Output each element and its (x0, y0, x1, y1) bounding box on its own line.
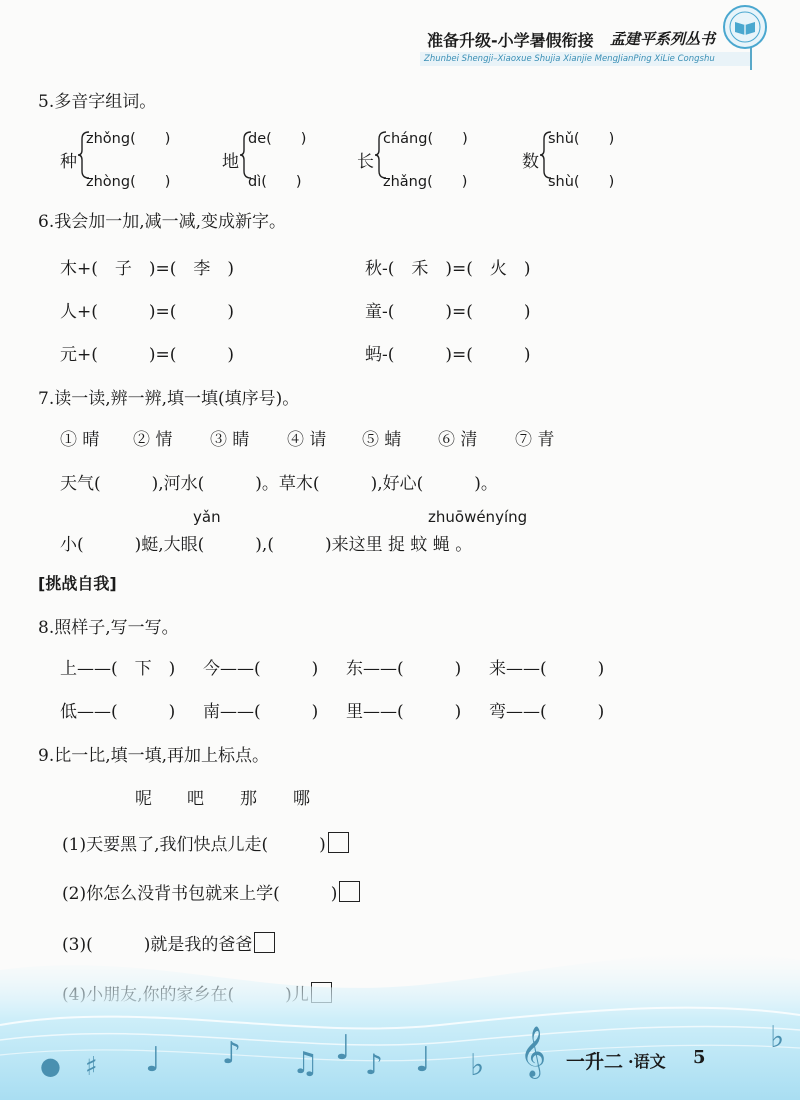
q9-title: 9.比一比,填一填,再加上标点。 (38, 746, 270, 766)
q8-row2-item4: 弯——( ) (489, 702, 605, 722)
q7-line-2: 小( )蜓,大眼( ),( )来这里 捉 蚊 蝇 。 (60, 535, 473, 555)
q6-row1-right: 秋-( 禾 )=( 火 ) (365, 259, 531, 279)
punctuation-box[interactable] (328, 832, 349, 853)
q7-option-1: ① 晴 (60, 430, 100, 450)
q5-char-2: 地 (222, 152, 239, 172)
q5-char-4: 数 (522, 152, 539, 172)
music-note-icon: ● (40, 1052, 61, 1080)
q7-option-7: ⑦ 青 (515, 430, 555, 450)
q5-pinyin-3b: zhǎng( ) (383, 174, 468, 190)
q9-word-3: 那 (240, 789, 257, 809)
q9-item-1-text: (1)天要黑了,我们快点儿走( ) (62, 835, 326, 855)
q6-row2-left: 人+( )=( ) (60, 302, 235, 322)
q6-row3-left: 元+( )=( ) (60, 345, 235, 365)
q5-pinyin-3a: cháng( ) (383, 131, 468, 147)
q5-pinyin-1a: zhǒng( ) (86, 131, 171, 147)
music-note-icon: ♪ (365, 1048, 383, 1081)
page-number: 5 (693, 1047, 706, 1068)
q5-pinyin-2a: de( ) (248, 131, 307, 147)
music-note-icon: ♫ (292, 1046, 319, 1081)
q7-pinyin-zhuowenying: zhuōwényíng (428, 508, 528, 526)
q9-word-1: 呢 (135, 789, 152, 809)
publisher-name: 孟建平系列丛书 (610, 30, 716, 48)
q7-option-3: ③ 睛 (210, 430, 250, 450)
q5-pinyin-4b: shù( ) (548, 174, 615, 190)
music-note-icon: ♪ (222, 1036, 242, 1071)
q8-row1-item3: 东——( ) (346, 659, 462, 679)
series-title: 准备升级-小学暑假衔接 (427, 31, 594, 50)
q5-char-3: 长 (357, 152, 374, 172)
footer-subject: ·语文 (628, 1052, 666, 1071)
footer-wave-decoration (0, 930, 800, 1100)
sharp-icon: ♯ (85, 1052, 98, 1082)
q8-row1-item1: 上——( 下 ) (60, 659, 176, 679)
flat-icon: ♭ (770, 1020, 785, 1055)
q5-pinyin-1b: zhòng( ) (86, 174, 171, 190)
music-note-icon: ♩ (415, 1040, 432, 1080)
q7-option-6: ⑥ 清 (438, 430, 478, 450)
q7-option-5: ⑤ 蜻 (362, 430, 402, 450)
q7-option-4: ④ 请 (287, 430, 327, 450)
q9-item-2-text: (2)你怎么没背书包就来上学( ) (62, 884, 338, 904)
q9-item-2 (62, 879, 360, 904)
punctuation-box[interactable] (339, 881, 360, 902)
q9-item-3-text: (3)( )就是我的爸爸 (62, 935, 253, 955)
q5-char-1: 种 (60, 152, 77, 172)
q8-row2-item2: 南——( ) (203, 702, 319, 722)
q8-row2-item1: 低——( ) (60, 702, 176, 722)
book-logo-icon (722, 4, 768, 54)
q6-row1-left: 木+( 子 )=( 李 ) (60, 259, 235, 279)
q7-line-1: 天气( ),河水( )。草木( ),好心( )。 (60, 474, 498, 494)
q7-title: 7.读一读,辨一辨,填一填(填序号)。 (38, 389, 300, 409)
section-heading: [挑战自我] (38, 574, 117, 593)
q8-row1-item2: 今——( ) (203, 659, 319, 679)
music-note-icon: ♩ (335, 1028, 352, 1068)
q5-pinyin-2b: dì( ) (248, 174, 302, 190)
q5-title: 5.多音字组词。 (38, 92, 157, 112)
treble-clef-icon: 𝄞 (520, 1026, 547, 1077)
q9-word-4: 哪 (293, 789, 310, 809)
q8-title: 8.照样子,写一写。 (38, 618, 179, 638)
q6-row3-right: 蚂-( )=( ) (365, 345, 531, 365)
q5-pinyin-4a: shǔ( ) (548, 131, 615, 147)
q9-item-1 (62, 830, 349, 855)
footer-grade-label: 一升二 (566, 1051, 624, 1073)
q6-title: 6.我会加一加,减一减,变成新字。 (38, 212, 287, 232)
music-note-icon: ♩ (145, 1040, 162, 1080)
q8-row2-item3: 里——( ) (346, 702, 462, 722)
q7-pinyin-yan: yǎn (193, 508, 221, 526)
flat-icon: ♭ (470, 1048, 485, 1083)
q8-row1-item4: 来——( ) (489, 659, 605, 679)
q9-word-2: 吧 (187, 789, 204, 809)
q7-option-2: ② 情 (133, 430, 173, 450)
header-pinyin-line: Zhunbei Shengji–Xiaoxue Shujia Xianjie MengJianPing XiLie Congshu (424, 54, 715, 64)
q6-row2-right: 童-( )=( ) (365, 302, 531, 322)
